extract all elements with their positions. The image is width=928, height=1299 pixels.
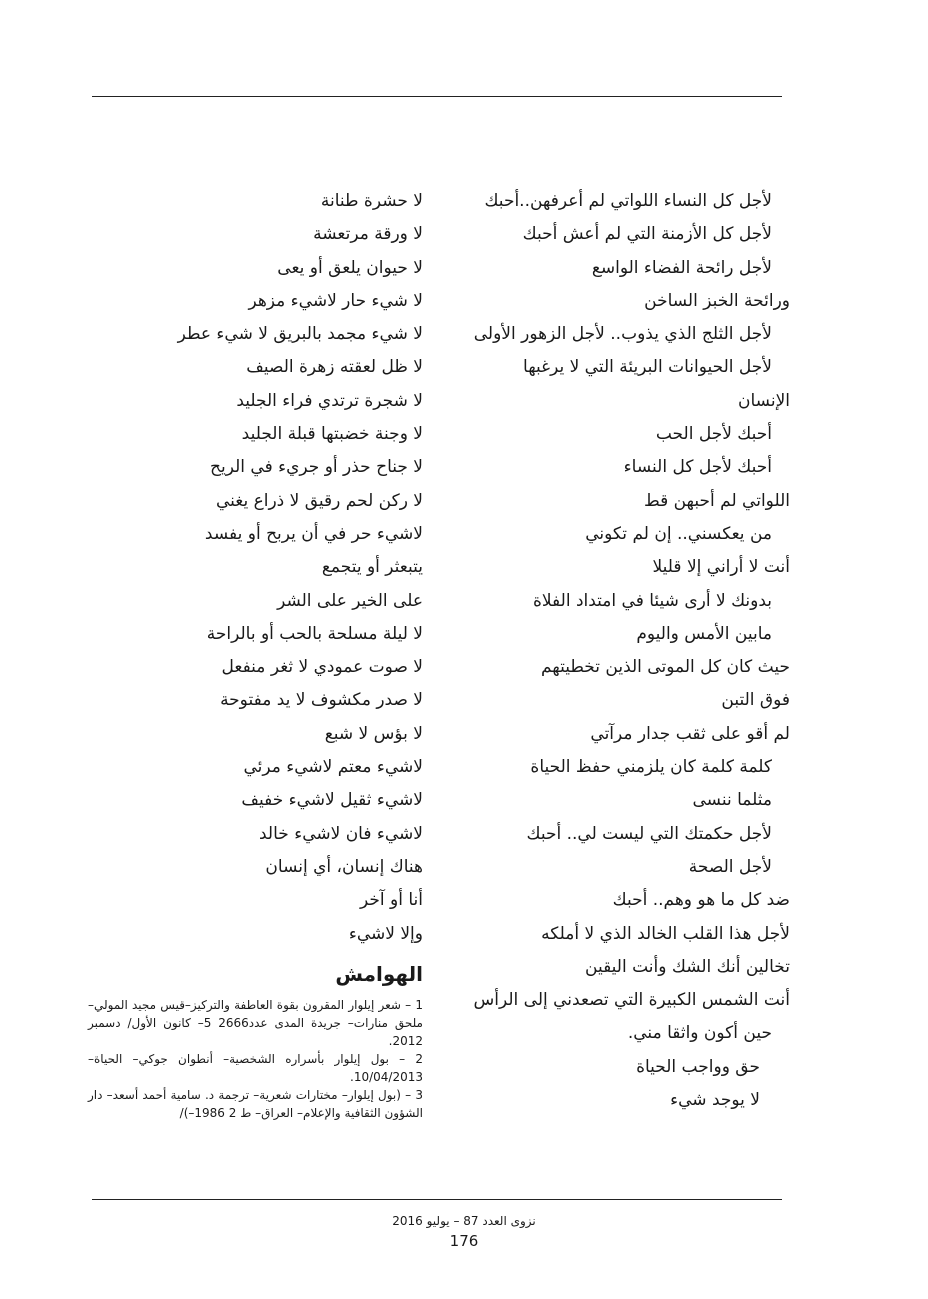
poem-line: لا وجنة خضبتها قبلة الجليد (241, 424, 423, 445)
poem-line: لا بؤس لا شبع (324, 723, 423, 744)
poem-line: تخالين أنك الشك وأنت اليقين (585, 956, 790, 977)
poem-line: وإلا لاشيء (348, 923, 423, 944)
poem-line: لا يوجد شيء (670, 1090, 760, 1111)
poem-line: مثلما ننسى (692, 790, 772, 811)
footnote: 2 – بول إيلوار بأسراره الشخصية– أنطوان جوكي– الحياة– 10/04/2013. (88, 1052, 423, 1084)
poem-line: لأجل الصحة (688, 856, 772, 877)
poem-line: أنت لا أراني إلا قليلا (652, 557, 790, 578)
poem-column-left (123, 185, 423, 951)
poem-line: لا ورقة مرتعشة (313, 224, 423, 245)
poem-line: لا صوت عمودي لا ثغر منفعل (221, 657, 423, 678)
poem-line: ضد كل ما هو وهم.. أحبك (612, 890, 790, 911)
poem-line: أحبك لأجل الحب (655, 424, 772, 445)
poem-line: من يعكسني.. إن لم تكوني (585, 523, 772, 544)
footnotes-heading: الهوامش (335, 962, 423, 986)
poem-line: ورائحة الخبز الساخن (644, 290, 790, 311)
poem-line: اللواتي لم أحبهن قط (643, 490, 790, 511)
poem-line: على الخير على الشر (277, 590, 423, 611)
poem-line: لا شيء مجمد بالبريق لا شيء عطر (177, 324, 423, 345)
footnotes (88, 996, 423, 1122)
poem-line: بدونك لا أرى شيئا في امتداد الفلاة (533, 590, 772, 611)
top-rule (92, 96, 782, 97)
poem-line: لأجل رائحة الفضاء الواسع (591, 257, 772, 278)
poem-line: لاشيء ثقيل لاشيء خفيف (241, 790, 423, 811)
footnote: 1 – شعر إيلوار المقرون بقوة العاطفة والتركيز–قيس مجيد المولي– ملحق منارات– جريدة المدى عدد2666 5– كانون الأول/ دسمبر 2012. (88, 998, 423, 1048)
poem-line: كلمة كلمة كان يلزمني حفظ الحياة (530, 757, 772, 778)
poem-line: لا ليلة مسلحة بالحب أو بالراحة (206, 623, 423, 644)
poem-column-right (450, 185, 790, 1117)
poem-line: لأجل هذا القلب الخالد الذي لا أملكه (541, 923, 790, 944)
poem-line: لأجل الثلج الذي يذوب.. لأجل الزهور الأولى (473, 324, 772, 345)
poem-line: لأجل الحيوانات البريئة التي لا يرغبها (523, 357, 772, 378)
poem-line: لا حيوان يلعق أو يعى (277, 257, 423, 278)
poem-line: حيث كان كل الموتى الذين تخطيتهم (540, 657, 790, 678)
poem-line: لأجل حكمتك التي ليست لي.. أحبك (526, 823, 772, 844)
poem-line: أحبك لأجل كل النساء (623, 457, 772, 478)
poem-line: لأجل كل النساء اللواتي لم أعرفهن..أحبك (484, 191, 772, 211)
poem-line: لاشيء فان لاشيء خالد (259, 823, 423, 844)
poem-line: الإنسان (738, 390, 790, 411)
poem-line: أنت الشمس الكبيرة التي تصعدني إلى الرأس (473, 990, 790, 1011)
issue-line: نزوى العدد 87 – يوليو 2016 (392, 1214, 536, 1228)
poem-line: لأجل كل الأزمنة التي لم أعش أحبك (522, 224, 772, 245)
poem-line: لاشيء معتم لاشيء مرئي (243, 757, 423, 778)
poem-line: لا جناح حذر أو جريء في الريح (210, 457, 423, 478)
poem-line: لاشيء حر في أن يربح أو يفسد (204, 523, 423, 544)
poem-line: أنا أو آخر (360, 890, 423, 911)
poem-line: فوق التبن (721, 690, 790, 711)
poem-line: لم أقو على ثقب جدار مرآتي (590, 723, 790, 744)
footnote: 3 – (بول إيلوار– مختارات شعرية– ترجمة د. سامية أحمد أسعد– دار الشؤون الثقافية والإعلام– العراق– ط 2 1986–)/ (88, 1088, 423, 1120)
poem-line: حق وواجب الحياة (636, 1056, 760, 1077)
page-number: 176 (449, 1232, 479, 1250)
poem-line: لا حشرة طنانة (320, 191, 423, 211)
poem-line: هناك إنسان، أي إنسان (265, 856, 423, 877)
bottom-rule (92, 1199, 782, 1200)
poem-line: يتبعثر أو يتجمع (321, 557, 423, 578)
poem-line: لا ظل لعقته زهرة الصيف (246, 357, 423, 378)
poem-line: لا شيء حار لاشيء مزهر (248, 290, 423, 311)
poem-line: مابين الأمس واليوم (636, 623, 772, 644)
poem-line: لا شجرة ترتدي فراء الجليد (236, 390, 423, 411)
poem-line: لا ركن لحم رقيق لا ذراع يغني (215, 490, 423, 511)
poem-line: حين أكون واثقا مني. (627, 1023, 772, 1044)
poem-line: لا صدر مكشوف لا يد مفتوحة (220, 690, 423, 711)
